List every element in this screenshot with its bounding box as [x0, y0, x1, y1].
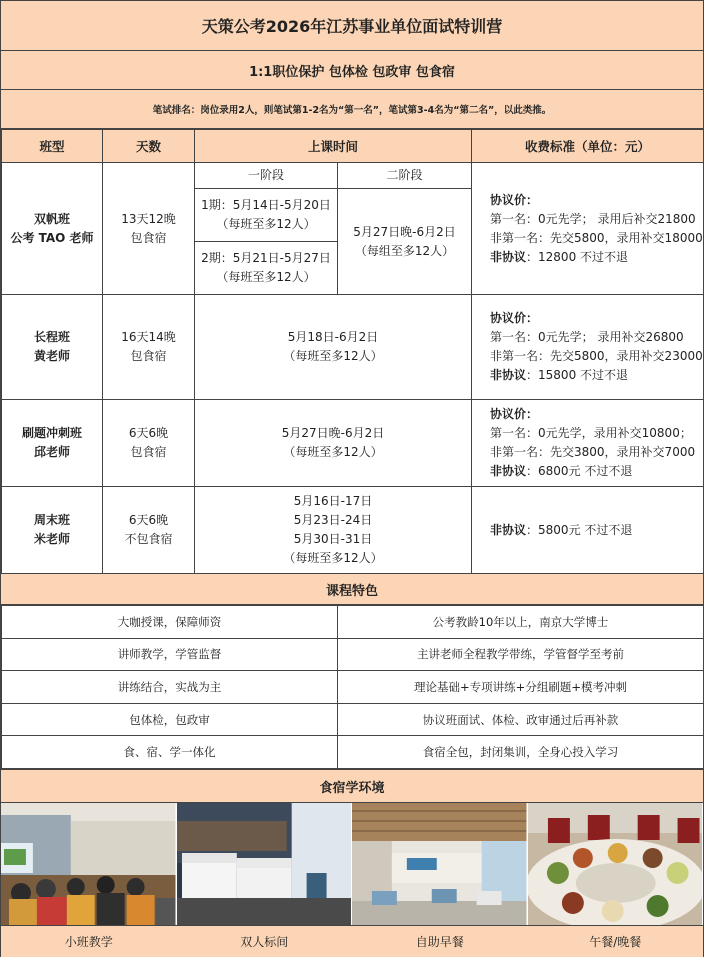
fee-other: 非第一名：先交5800，录用补交18000 — [490, 230, 703, 245]
fee-cell: 协议价： 第一名：0元先学； 录用补交26800 非第一名：先交5800，录用补交23000 非协议：15800 不过不退 — [472, 295, 704, 400]
meal-photo — [528, 803, 704, 925]
caption: 自助早餐 — [415, 935, 464, 949]
fee-cell: 非协议：5800元 不过不退 — [472, 487, 704, 574]
teacher-name: 黄老师 — [33, 349, 70, 363]
teacher-name: 公考 TAO 老师 — [10, 230, 94, 245]
feature-row: 包体检，包政审 协议班面试、体检、政审通过后再补款 — [2, 703, 704, 736]
lodging-value: 包食宿 — [130, 230, 167, 245]
class-cell — [2, 295, 103, 400]
feature-row: 食、宿、学一体化 食宿全包，封闭集训，全身心投入学习 — [2, 736, 704, 769]
schedule-cell: 5月18日-6月2日 （每班至多12人） — [195, 295, 472, 400]
twin-room-photo — [177, 803, 353, 925]
caption: 双人标间 — [240, 935, 289, 949]
features-title: 课程特色 — [1, 573, 703, 605]
stage1-period1: 1期：5月14日-5月20日 （每班至多12人） — [195, 189, 338, 242]
header-class: 班型 — [2, 130, 103, 163]
days-cell: 6天6晚 不包食宿 — [103, 487, 195, 574]
subtitle: 1:1职位保护 包体检 包政审 包食宿 — [1, 51, 703, 90]
feature-row: 大咖授课，保障师资 公考教龄10年以上，南京大学博士 — [2, 606, 704, 639]
header-days: 天数 — [103, 130, 195, 163]
environment-photos — [1, 803, 703, 925]
header-fee: 收费标准（单位：元） — [472, 130, 704, 163]
fee-cell — [472, 163, 704, 295]
fee-cell: 协议价： 第一名：0元先学，录用补交10800； 非第一名：先交3800，录用补交7000 非协议：6800元 不过不退 — [472, 400, 704, 487]
header-schedule: 上课时间 — [195, 130, 472, 163]
caption: 小班教学 — [64, 935, 113, 949]
days-cell: 16天14晚 包食宿 — [103, 295, 195, 400]
stage1-header: 一阶段 — [195, 163, 338, 189]
class-name: 长程班 — [33, 330, 70, 344]
fee-non: 非协议：12800 不过不退 — [490, 249, 629, 264]
breakfast-hall-photo — [352, 803, 528, 925]
fee-first: 第一名：0元先学； 录用后补交21800 — [490, 211, 696, 226]
class-cell: 刷题冲刺班 邱老师 — [2, 400, 103, 487]
schedule-cell: 5月16日-17日 5月23日-24日 5月30日-31日 （每班至多12人） — [195, 487, 472, 574]
days-cell: 6天6晚 包食宿 — [103, 400, 195, 487]
schedule-cell: 5月27日晚-6月2日 （每班至多12人） — [195, 400, 472, 487]
stage2-header: 二阶段 — [338, 163, 472, 189]
photo-captions — [1, 925, 703, 957]
environment-title: 食宿学环境 — [1, 769, 703, 803]
fee-title: 协议价： — [490, 192, 539, 207]
features-table — [1, 605, 704, 769]
feature-row: 讲练结合，实战为主 理论基础+专项讲练+分组刷题+模考冲刺 — [2, 671, 704, 704]
page-title: 天策公考2026年江苏事业单位面试特训营 — [1, 1, 703, 51]
caption: 午餐/晚餐 — [589, 935, 642, 949]
class-cell — [2, 163, 103, 295]
ranking-note: 笔试排名：岗位录用2人，则笔试第1-2名为“第一名”，笔试第3-4名为“第二名”，以此类推。 — [1, 90, 703, 129]
stage2-period: 5月27日晚-6月2日 （每组至多12人） — [338, 189, 472, 295]
class-cell: 周末班 米老师 — [2, 487, 103, 574]
days-cell — [103, 163, 195, 295]
days-value: 13天12晚 — [121, 211, 176, 226]
classroom-photo — [1, 803, 177, 925]
class-name: 双帆班 — [33, 211, 70, 226]
class-table — [1, 129, 704, 574]
stage1-period2: 2期：5月21日-5月27日 （每班至多12人） — [195, 242, 338, 295]
feature-row: 讲师教学，学管监督 主讲老师全程教学带练，学管督学至考前 — [2, 638, 704, 671]
